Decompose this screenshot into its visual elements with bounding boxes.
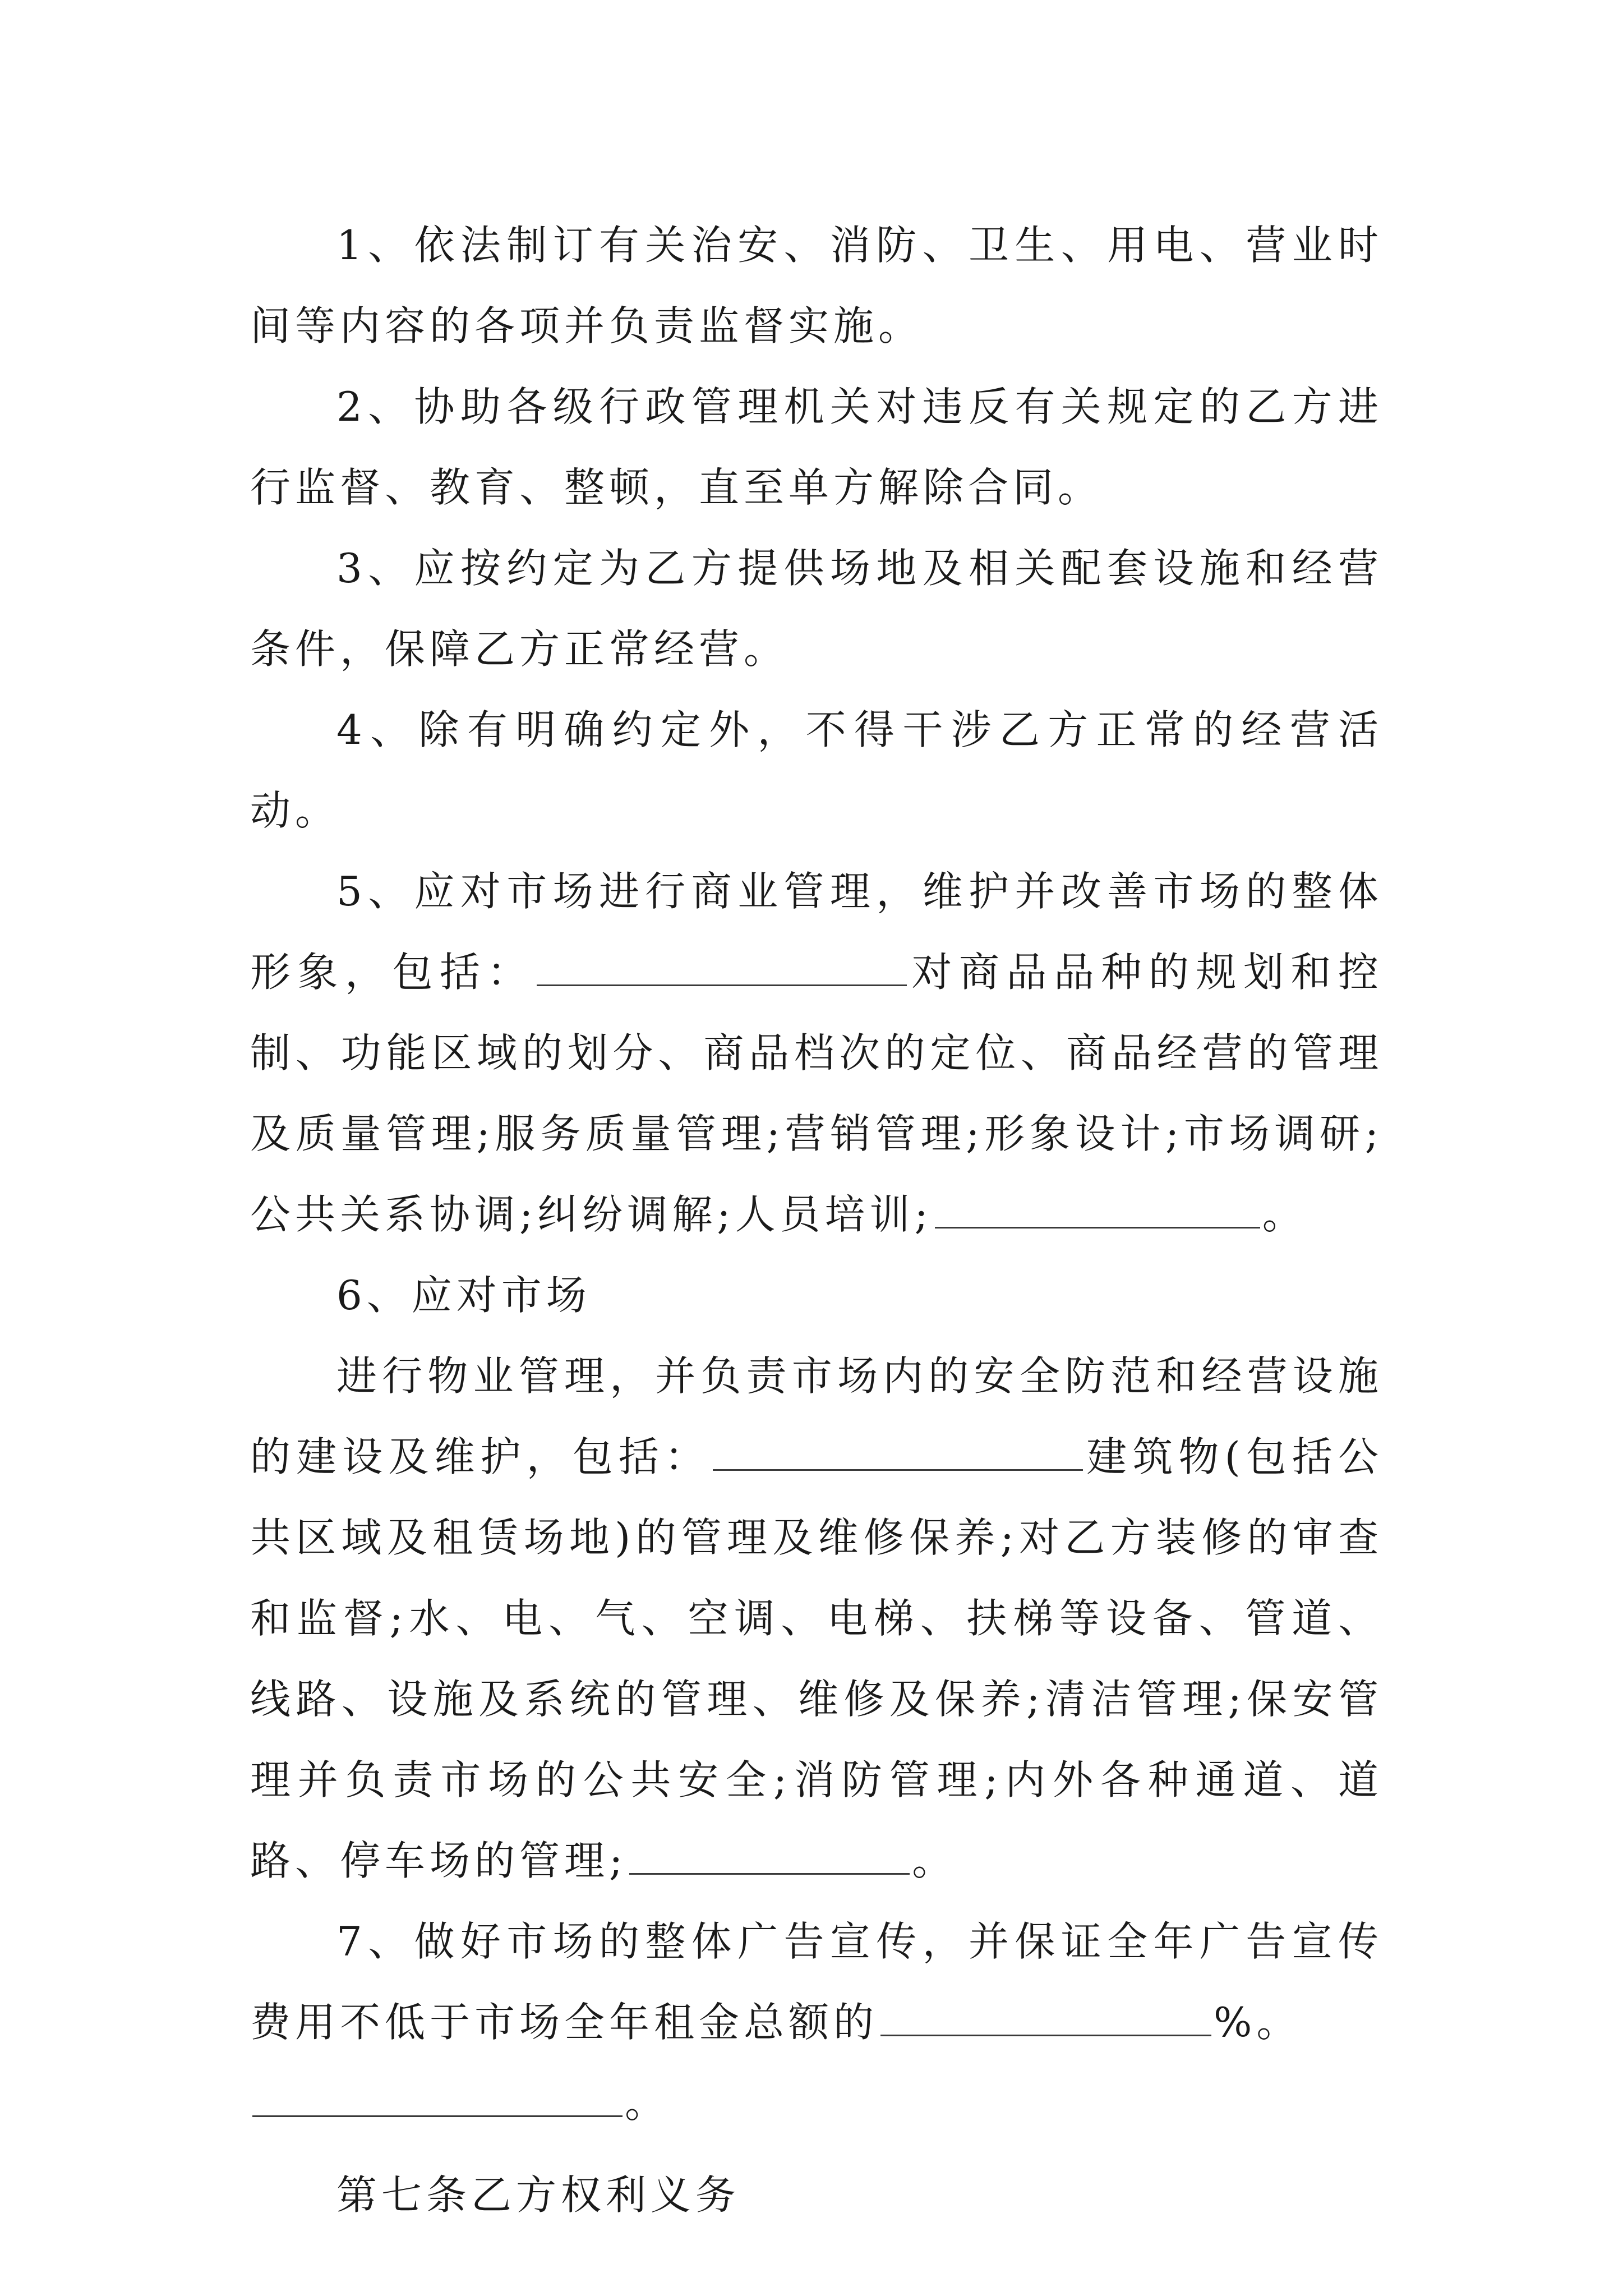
clause-7 [250, 1901, 1383, 2063]
clause-6-text-c: 。 [912, 1837, 957, 1884]
fill-blank [935, 1192, 1260, 1228]
clause-1-text: 1、依法制订有关治安、消防、卫生、用电、营业时间等内容的各项并负责监督实施。 [250, 222, 1383, 349]
document-body [250, 205, 1383, 2235]
clause-5-text-b: 对商品品种的规划和控制、功能区域的划分、商品档次的定位、商品经营的管理及质量管理;服务质量管理;营销管理;形象设计;市场调研;公共关系协调;纠纷调解;人员培训; [250, 949, 1383, 1238]
clause-3-text: 3、应按约定为乙方提供场地及相关配套设施和经营条件，保障乙方正常经营。 [250, 545, 1383, 673]
clause-6-title [250, 1255, 1383, 1336]
clause-4 [250, 689, 1383, 851]
fill-blank [713, 1434, 1083, 1471]
clause-4-text: 4、除有明确约定外，不得干涉乙方正常的经营活动。 [250, 706, 1383, 834]
fill-blank [537, 950, 907, 986]
fill-blank [252, 2081, 623, 2117]
clause-3 [250, 528, 1383, 689]
clause-2 [250, 366, 1383, 528]
blank-line [250, 2063, 1383, 2143]
clause-6-text-a: 进行物业管理，并负责市场内的安全防范和经营设施的建设及维护，包括： [250, 1352, 1383, 1480]
clause-5-text-a: 5、应对市场进行商业管理，维护并改善市场的整体形象，包括： [250, 868, 1383, 996]
fill-blank [629, 1838, 910, 1875]
clause-5 [250, 851, 1383, 1255]
fill-blank [880, 2000, 1211, 2036]
clause-6-text-b: 建筑物(包括公共区域及租赁场地)的管理及维修保养;对乙方装修的审查和监督;水、电、气、空调、电梯、扶梯等设备、管道、线路、设施及系统的管理、维修及保养;清洁管理;保安管理并负责市场的公共安全;消防管理;内外各种通道、道路、停车场的管理; [250, 1433, 1383, 1884]
article-7-heading-text: 第七条乙方权利义务 [336, 2171, 741, 2219]
clause-5-text-c: 。 [1262, 1191, 1307, 1238]
clause-6-title-text: 6、应对市场 [336, 1272, 591, 1319]
clause-7-text-b: %。 [1214, 1999, 1302, 2046]
clause-1 [250, 205, 1383, 366]
blank-line-end: 。 [625, 2079, 670, 2127]
clause-7-text-a: 7、做好市场的整体广告宣传，并保证全年广告宣传费用不低于市场全年租金总额的 [250, 1918, 1383, 2046]
clause-2-text: 2、协助各级行政管理机关对违反有关规定的乙方进行监督、教育、整顿，直至单方解除合同。 [250, 383, 1383, 511]
article-7-heading [250, 2155, 1383, 2235]
clause-6 [250, 1336, 1383, 1901]
